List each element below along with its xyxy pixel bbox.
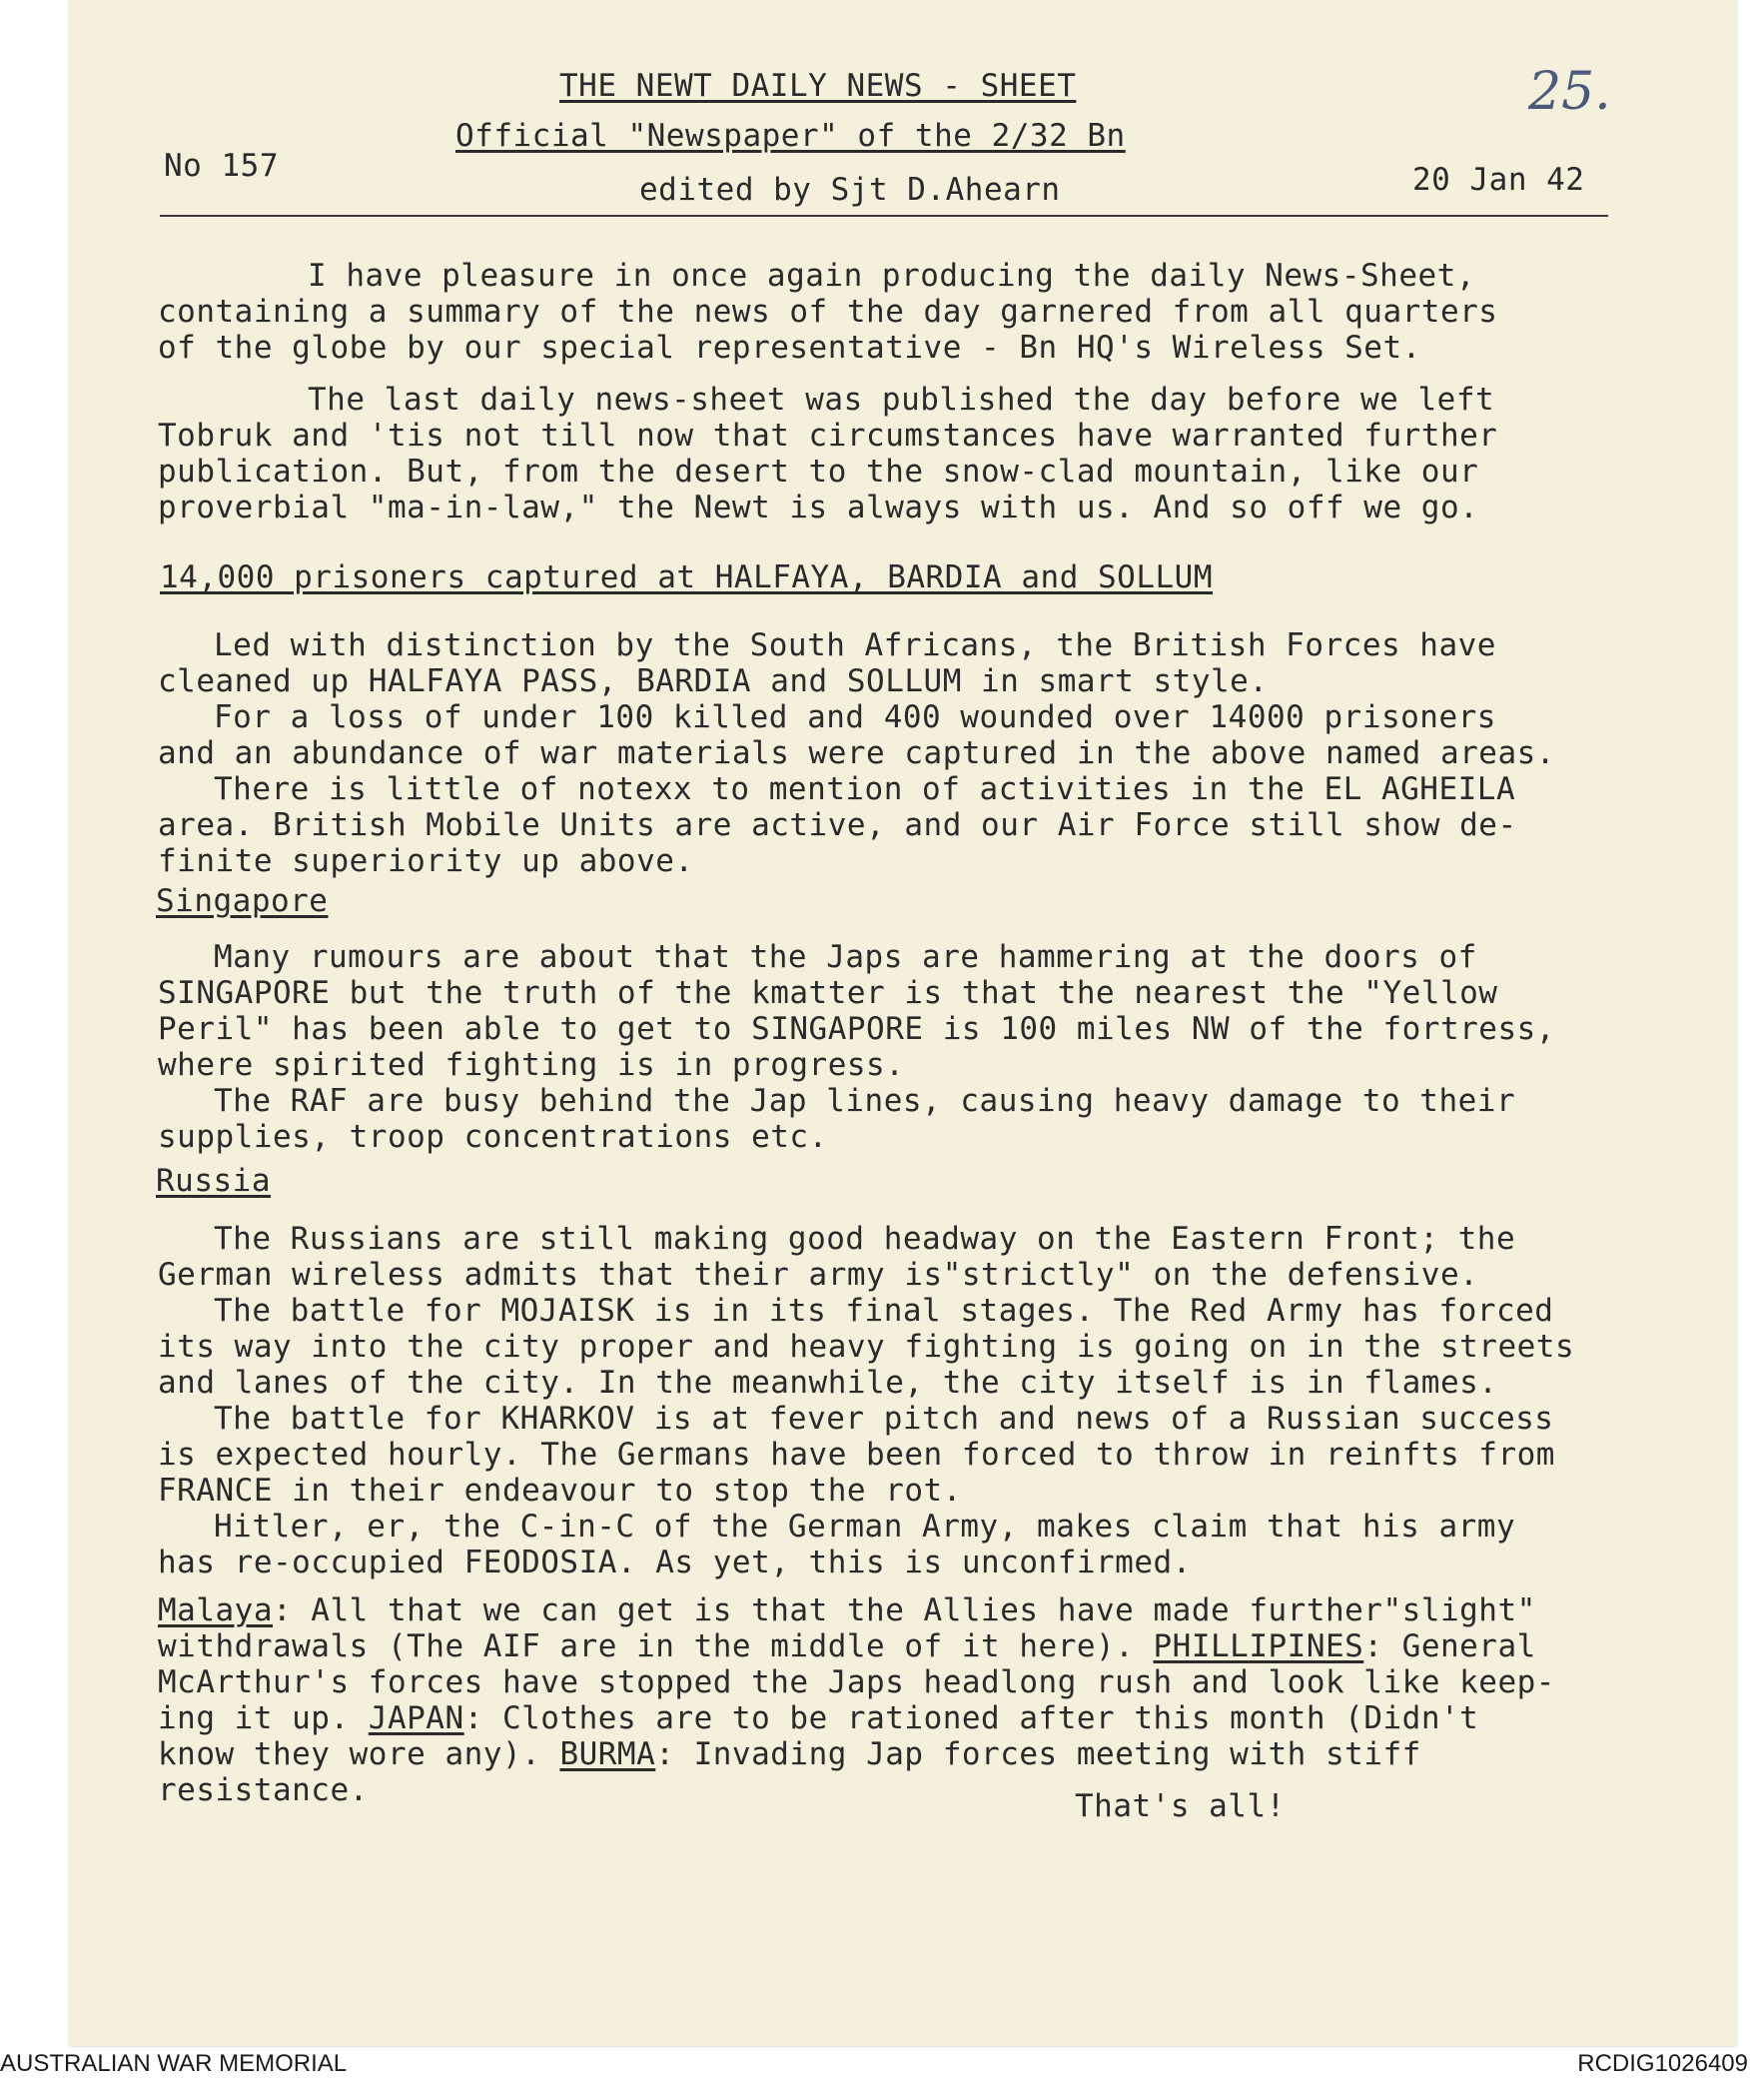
singapore-line: supplies, troop concentrations etc. bbox=[158, 1119, 828, 1155]
halfaya-line: area. British Mobile Units are active, and our Air Force still show de- bbox=[158, 807, 1517, 843]
singapore-line: Many rumours are about that the Japs are hammering at the doors of bbox=[214, 939, 1477, 975]
roundup-line: ing it up. JAPAN: Clothes are to be rationed after this month (Didn't bbox=[158, 1700, 1479, 1736]
russia-line: The Russians are still making good headway on the Eastern Front; the bbox=[214, 1221, 1516, 1257]
halfaya-line: and an abundance of war materials were captured in the above named areas. bbox=[158, 735, 1555, 771]
sheet-title: THE NEWT DAILY NEWS - SHEET bbox=[559, 68, 1077, 104]
roundup-line: Malaya: All that we can get is that the Allies have made further"slight" bbox=[158, 1592, 1536, 1628]
heading-singapore: Singapore bbox=[156, 883, 329, 919]
russia-line: The battle for KHARKOV is at fever pitch and news of a Russian success bbox=[214, 1401, 1554, 1437]
halfaya-line: Led with distinction by the South Africans, the British Forces have bbox=[214, 627, 1496, 663]
halfaya-line: For a loss of under 100 killed and 400 wounded over 14000 prisoners bbox=[214, 699, 1496, 735]
halfaya-line: cleaned up HALFAYA PASS, BARDIA and SOLLUM in smart style. bbox=[158, 663, 1269, 699]
heading-russia: Russia bbox=[156, 1163, 271, 1199]
singapore-line: SINGAPORE but the truth of the kmatter is that the nearest the "Yellow bbox=[158, 975, 1498, 1011]
sheet-subtitle: Official "Newspaper" of the 2/32 Bn bbox=[455, 118, 1126, 154]
intro-p2-line: publication. But, from the desert to the snow-clad mountain, like our bbox=[158, 454, 1479, 490]
russia-line: German wireless admits that their army is"strictly" on the defensive. bbox=[158, 1257, 1479, 1293]
russia-body bbox=[158, 1221, 1686, 1580]
heading-halfaya: 14,000 prisoners captured at HALFAYA, BARDIA and SOLLUM bbox=[160, 559, 1213, 595]
editor-line: edited by Sjt D.Ahearn bbox=[639, 172, 1061, 208]
header-rule bbox=[160, 215, 1608, 217]
russia-line: The battle for MOJAISK is in its final stages. The Red Army has forced bbox=[214, 1293, 1554, 1329]
halfaya-line: finite superiority up above. bbox=[158, 843, 694, 879]
russia-line: is expected hourly. The Germans have been forced to throw in reinfts from bbox=[158, 1437, 1555, 1473]
russia-line: has re-occupied FEODOSIA. As yet, this is unconfirmed. bbox=[158, 1545, 1192, 1580]
intro-p2-line: Tobruk and 'tis not till now that circumstances have warranted further bbox=[158, 418, 1498, 454]
singapore-line: The RAF are busy behind the Jap lines, causing heavy damage to their bbox=[214, 1083, 1516, 1119]
issue-date: 20 Jan 42 bbox=[1412, 162, 1585, 198]
halfaya-body bbox=[158, 627, 1686, 879]
roundup-line: resistance. bbox=[158, 1772, 369, 1808]
intro-p1-line: of the globe by our special representative - Bn HQ's Wireless Set. bbox=[158, 330, 1421, 366]
halfaya-line: There is little of notexx to mention of activities in the EL AGHEILA bbox=[214, 771, 1516, 807]
signoff: That's all! bbox=[1075, 1788, 1286, 1824]
intro-p2-line: proverbial "ma-in-law," the Newt is always with us. And so off we go. bbox=[158, 490, 1479, 525]
footer-record-id: RCDIG1026409 bbox=[1577, 2050, 1748, 2077]
label-phillipines: PHILLIPINES bbox=[1153, 1628, 1364, 1664]
roundup-line: withdrawals (The AIF are in the middle of it here). PHILLIPINES: General bbox=[158, 1628, 1536, 1664]
roundup-body bbox=[158, 1592, 1686, 1808]
issue-number: No 157 bbox=[164, 148, 279, 184]
label-burma: BURMA bbox=[559, 1736, 656, 1772]
singapore-body bbox=[158, 939, 1686, 1155]
handwritten-page-number: 25. bbox=[1528, 62, 1611, 122]
intro-paragraph-2 bbox=[158, 382, 1686, 525]
roundup-line: know they wore any). BURMA: Invading Jap forces meeting with stiff bbox=[158, 1736, 1421, 1772]
russia-line: Hitler, er, the C-in-C of the German Army, makes claim that his army bbox=[214, 1509, 1516, 1545]
label-malaya: Malaya bbox=[158, 1592, 273, 1628]
intro-paragraph-1 bbox=[158, 258, 1686, 366]
intro-p1-line: I have pleasure in once again producing the daily News-Sheet, bbox=[308, 258, 1475, 294]
singapore-line: where spirited fighting is in progress. bbox=[158, 1047, 905, 1083]
russia-line: FRANCE in their endeavour to stop the rot. bbox=[158, 1473, 962, 1509]
russia-line: and lanes of the city. In the meanwhile, the city itself is in flames. bbox=[158, 1365, 1498, 1401]
roundup-line: McArthur's forces have stopped the Japs headlong rush and look like keep- bbox=[158, 1664, 1555, 1700]
footer-archive-name: AUSTRALIAN WAR MEMORIAL bbox=[0, 2050, 348, 2077]
intro-p1-line: containing a summary of the news of the day garnered from all quarters bbox=[158, 294, 1498, 330]
russia-line: its way into the city proper and heavy fighting is going on in the streets bbox=[158, 1329, 1575, 1365]
label-japan: JAPAN bbox=[368, 1700, 464, 1736]
intro-p2-line: The last daily news-sheet was published the day before we left bbox=[308, 382, 1495, 418]
singapore-line: Peril" has been able to get to SINGAPORE is 100 miles NW of the fortress, bbox=[158, 1011, 1555, 1047]
